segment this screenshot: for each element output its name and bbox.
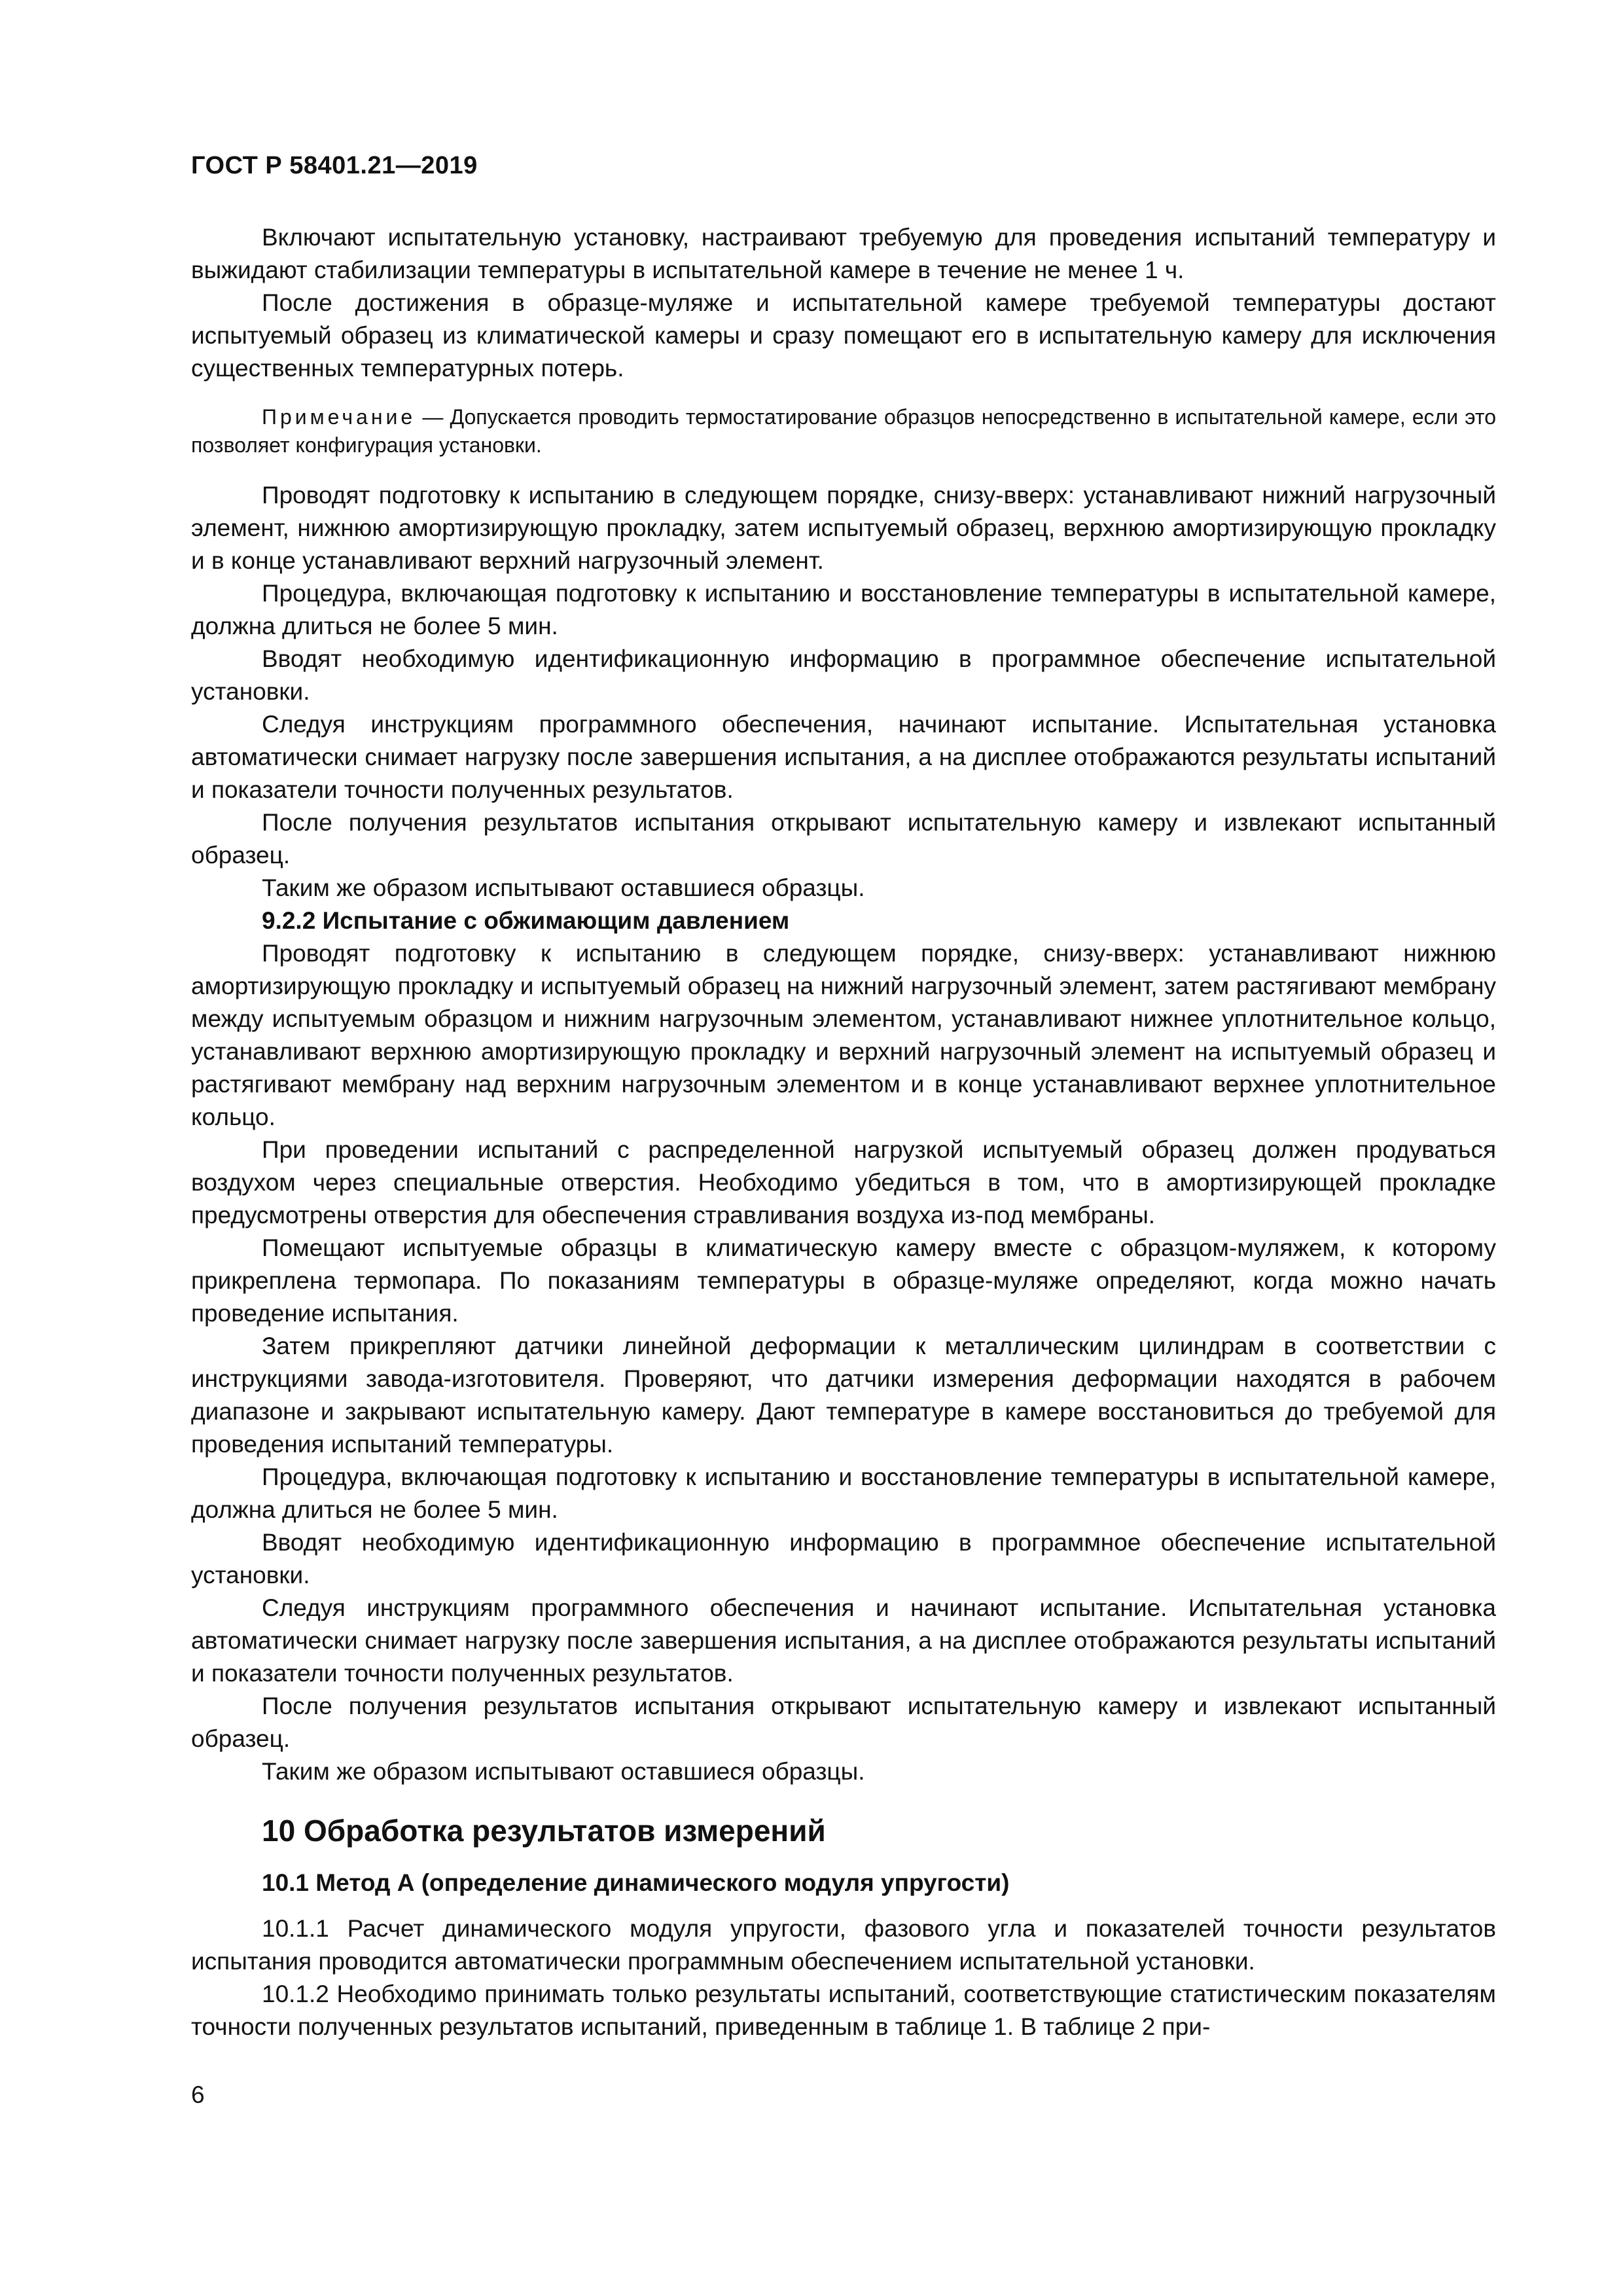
paragraph: 10.1.2 Необходимо принимать только результаты испытаний, соответствующие статистическим показателям точности полученных результатов испытаний, приведенным в таблице 1. В таблице 2 при-	[191, 1981, 1496, 2040]
paragraph: Следуя инструкциям программного обеспечения, начинают испытание. Испытательная установка автоматически снимает нагрузку после завершения испытания, а на дисплее отображаются результаты испытаний и показатели точности полученных результатов.	[191, 711, 1496, 803]
section-heading-10: 10 Обработка результатов измерений	[262, 1814, 826, 1848]
paragraph: Помещают испытуемые образцы в климатическую камеру вместе с образцом-муляжем, к которому прикреплена термопара. По показаниям температуры в образце-муляже определяют, когда можно начать проведение испытания.	[191, 1234, 1496, 1327]
page-number: 6	[191, 2081, 205, 2108]
page-content	[191, 221, 1496, 2043]
paragraph: После получения результатов испытания открывают испытательную камеру и извлекают испытанный образец.	[191, 809, 1496, 869]
paragraph: После получения результатов испытания открывают испытательную камеру и извлекают испытанный образец.	[191, 1693, 1496, 1752]
paragraph: 10.1.1 Расчет динамического модуля упругости, фазового угла и показателей точности результатов испытания проводится автоматически программным обеспечением испытательной установки.	[191, 1915, 1496, 1975]
paragraph: Вводят необходимую идентификационную информацию в программное обеспечение испытательной установки.	[191, 645, 1496, 705]
note-text: — Допускается проводить термостатирование образцов непосредственно в испытательной камере, если это позволяет конфигурация установки.	[191, 405, 1496, 457]
paragraph: После достижения в образце-муляже и испытательной камере требуемой температуры достают испытуемый образец из климатической камеры и сразу помещают его в испытательную камеру для исключения существенных температурных потерь.	[191, 289, 1496, 382]
paragraph: Таким же образом испытывают оставшиеся образцы.	[262, 1758, 865, 1785]
paragraph: При проведении испытаний с распределенной нагрузкой испытуемый образец должен продуваться воздухом через специальные отверстия. Необходимо убедиться в том, что в амортизирующей прокладке предусмотрены отверстия для обеспечения стравливания воздуха из-под мембраны.	[191, 1136, 1496, 1229]
paragraph: Включают испытательную установку, настраивают требуемую для проведения испытаний температуру и выжидают стабилизации температуры в испытательной камере в течение не менее 1 ч.	[191, 224, 1496, 283]
document-code-header: ГОСТ Р 58401.21—2019	[191, 152, 478, 179]
subsection-heading-10-1: 10.1 Метод А (определение динамического модуля упругости)	[262, 1869, 1010, 1896]
subsection-heading-9-2-2: 9.2.2 Испытание с обжимающим давлением	[262, 907, 790, 934]
paragraph: Вводят необходимую идентификационную информацию в программное обеспечение испытательной установки.	[191, 1529, 1496, 1588]
paragraph: Проводят подготовку к испытанию в следующем порядке, снизу-вверх: устанавливают нижнюю амортизирующую прокладку и испытуемый образец на нижний нагрузочный элемент, затем растягивают мембрану между испытуемым образцом и нижним нагрузочным элементом, устанавливают нижнее уплотнительное кольцо, устанавливают верхнюю амортизирующую прокладку и верхний нагрузочный элемент на испытуемый образец и растягивают мембрану над верхним нагрузочным элементом и в конце устанавливают верхнее уплотнительное кольцо.	[191, 940, 1496, 1130]
paragraph: Таким же образом испытывают оставшиеся образцы.	[262, 874, 865, 901]
paragraph: Процедура, включающая подготовку к испытанию и восстановление температуры в испытательной камере, должна длиться не более 5 мин.	[191, 580, 1496, 639]
note-label: Примечание	[262, 405, 416, 429]
paragraph: Проводят подготовку к испытанию в следующем порядке, снизу-вверх: устанавливают нижний нагрузочный элемент, нижнюю амортизирующую прокладку, затем испытуемый образец, верхнюю амортизирующую прокладку и в конце устанавливают верхний нагрузочный элемент.	[191, 482, 1496, 574]
paragraph: Следуя инструкциям программного обеспечения и начинают испытание. Испытательная установка автоматически снимает нагрузку после завершения испытания, а на дисплее отображаются результаты испытаний и показатели точности полученных результатов.	[191, 1594, 1496, 1687]
note	[191, 403, 1496, 459]
paragraph: Процедура, включающая подготовку к испытанию и восстановление температуры в испытательной камере, должна длиться не более 5 мин.	[191, 1463, 1496, 1523]
paragraph: Затем прикрепляют датчики линейной деформации к металлическим цилиндрам в соответствии с инструкциями завода-изготовителя. Проверяют, что датчики измерения деформации находятся в рабочем диапазоне и закрывают испытательную камеру. Дают температуре в камере восстановиться до требуемой для проведения испытаний температуры.	[191, 1333, 1496, 1458]
